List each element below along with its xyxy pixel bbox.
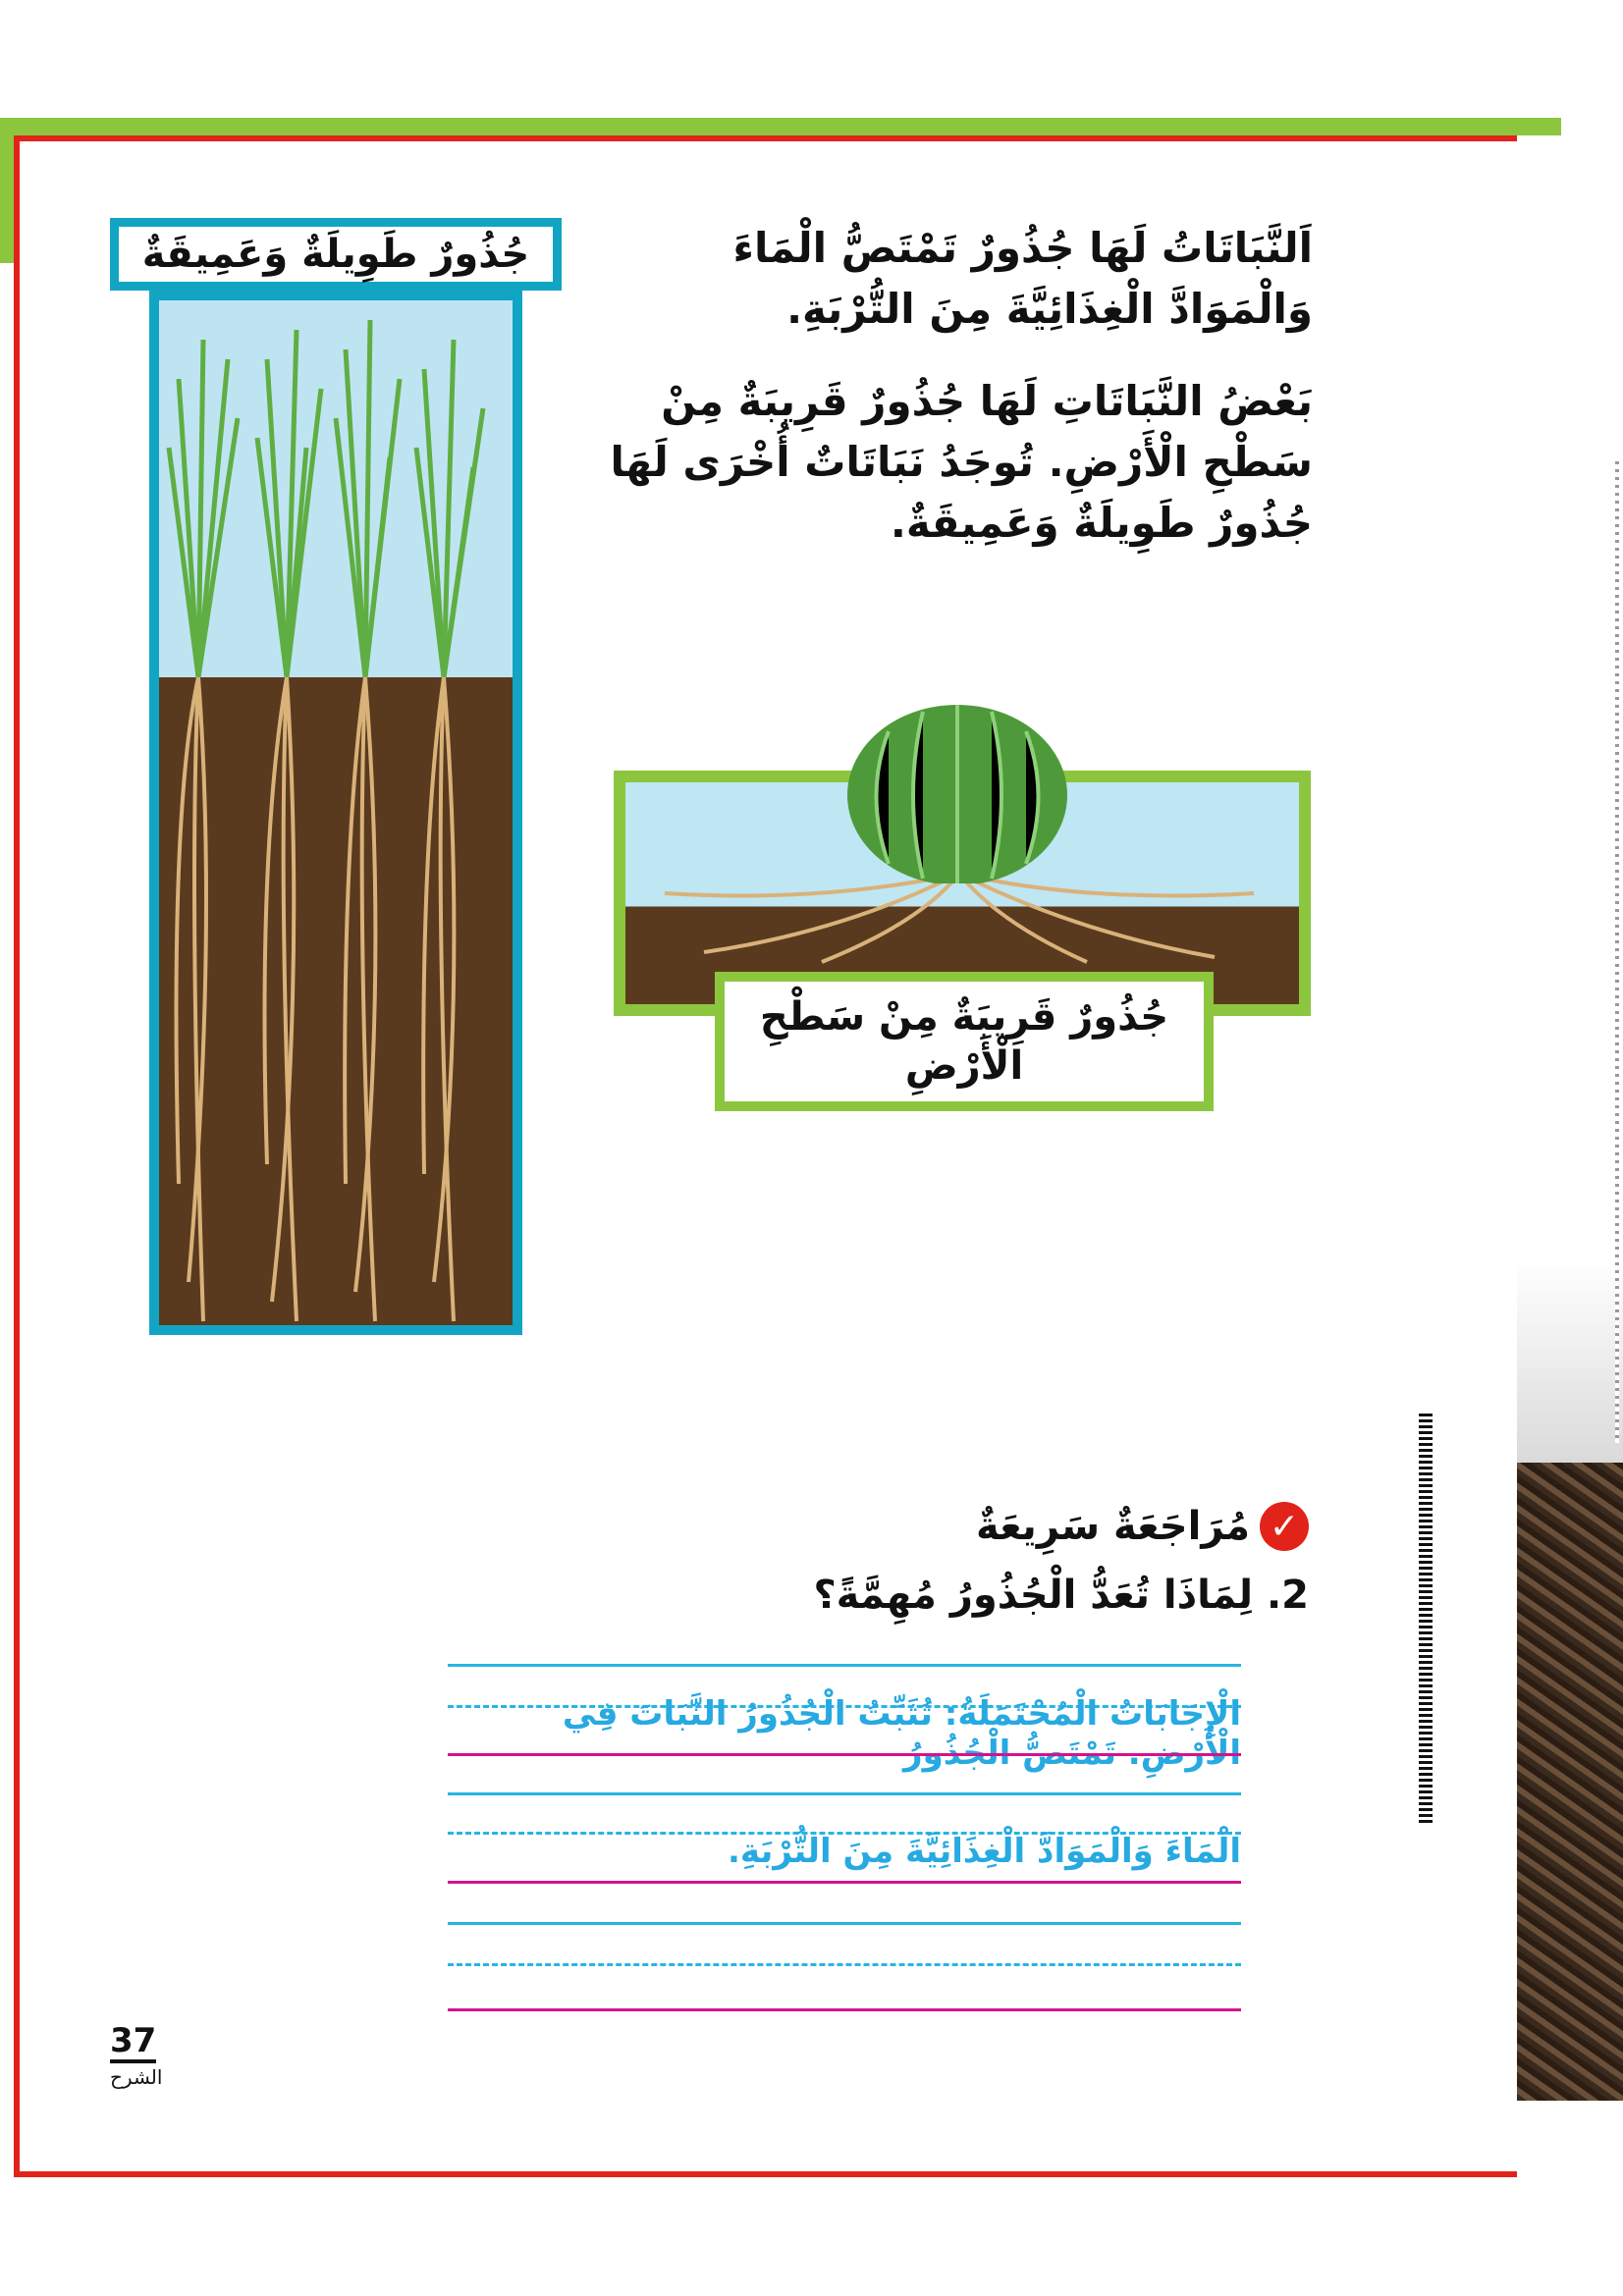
writing-line-top bbox=[448, 1664, 1241, 1667]
intro-paragraph: اَلنَّبَاتَاتُ لَهَا جُذُورٌ تَمْتَصُّ الْمَاءَ وَالْمَوَادَّ الْغِذَائِيَّةَ مِنَ التُّرْبَةِ. bbox=[732, 224, 1313, 333]
answer-line-1: الْإِجَابَاتُ الْمُحْتَمَلَةُ: تُثَبِّتُ الْجُذُورُ النَّبَاتَ فِي الْأَرْضِ. تَمْتَصُّ الْجُذُورُ bbox=[562, 1694, 1241, 1773]
writing-line-base bbox=[448, 1753, 1241, 1756]
question-number: 2. bbox=[1266, 1573, 1309, 1618]
page-number: 37 bbox=[110, 2022, 156, 2063]
quick-review-title: مُرَاجَعَةٌ سَرِيعَةٌ bbox=[975, 1504, 1250, 1549]
writing-line-dash bbox=[448, 1963, 1241, 1966]
left-green-tab bbox=[0, 135, 14, 263]
long-roots-caption-text: جُذُورٌ طَوِيلَةٌ وَعَمِيقَةٌ bbox=[141, 232, 530, 277]
cactus-image bbox=[835, 687, 1080, 883]
long-roots-caption bbox=[110, 218, 562, 291]
next-page-soil-photo bbox=[1517, 1463, 1623, 2101]
roots-paragraph: بَعْضُ النَّبَاتَاتِ لَهَا جُذُورٌ قَرِيبَةٌ مِنْ سَطْحِ الْأَرْضِ. تُوجَدُ نَبَاتَاتٌ أُخْرَى لَهَا جُذُورٌ طَوِيلَةٌ وَعَمِيقَةٌ. bbox=[610, 377, 1313, 547]
checkmark-icon: ✓ bbox=[1260, 1502, 1309, 1551]
shallow-roots-caption-text: جُذُورٌ قَرِيبَةٌ مِنْ سَطْحِ الْأَرْضِ bbox=[759, 994, 1169, 1089]
writing-line-top bbox=[448, 1792, 1241, 1795]
question-text: لِمَاذَا تُعَدُّ الْجُذُورُ مُهِمَّةً؟ bbox=[813, 1573, 1254, 1618]
writing-line-top bbox=[448, 1922, 1241, 1925]
shallow-roots-caption bbox=[715, 972, 1214, 1111]
long-roots-illustration bbox=[149, 291, 522, 1335]
review-question bbox=[813, 1573, 1309, 1618]
vertical-credit-text-2 bbox=[1615, 461, 1619, 1443]
writing-line-base bbox=[448, 1881, 1241, 1884]
vertical-credit-text bbox=[1419, 1414, 1433, 1826]
page-footer-label: الشرح bbox=[110, 2065, 163, 2089]
writing-line-base bbox=[448, 2008, 1241, 2011]
quick-review-heading bbox=[976, 1502, 1309, 1551]
grass-roots-image bbox=[159, 300, 513, 1325]
answer-line-2: الْمَاءَ وَالْمَوَادَّ الْغِذَائِيَّةَ مِنَ التُّرْبَةِ. bbox=[727, 1832, 1241, 1871]
next-page-shadow bbox=[1517, 1256, 1623, 1472]
